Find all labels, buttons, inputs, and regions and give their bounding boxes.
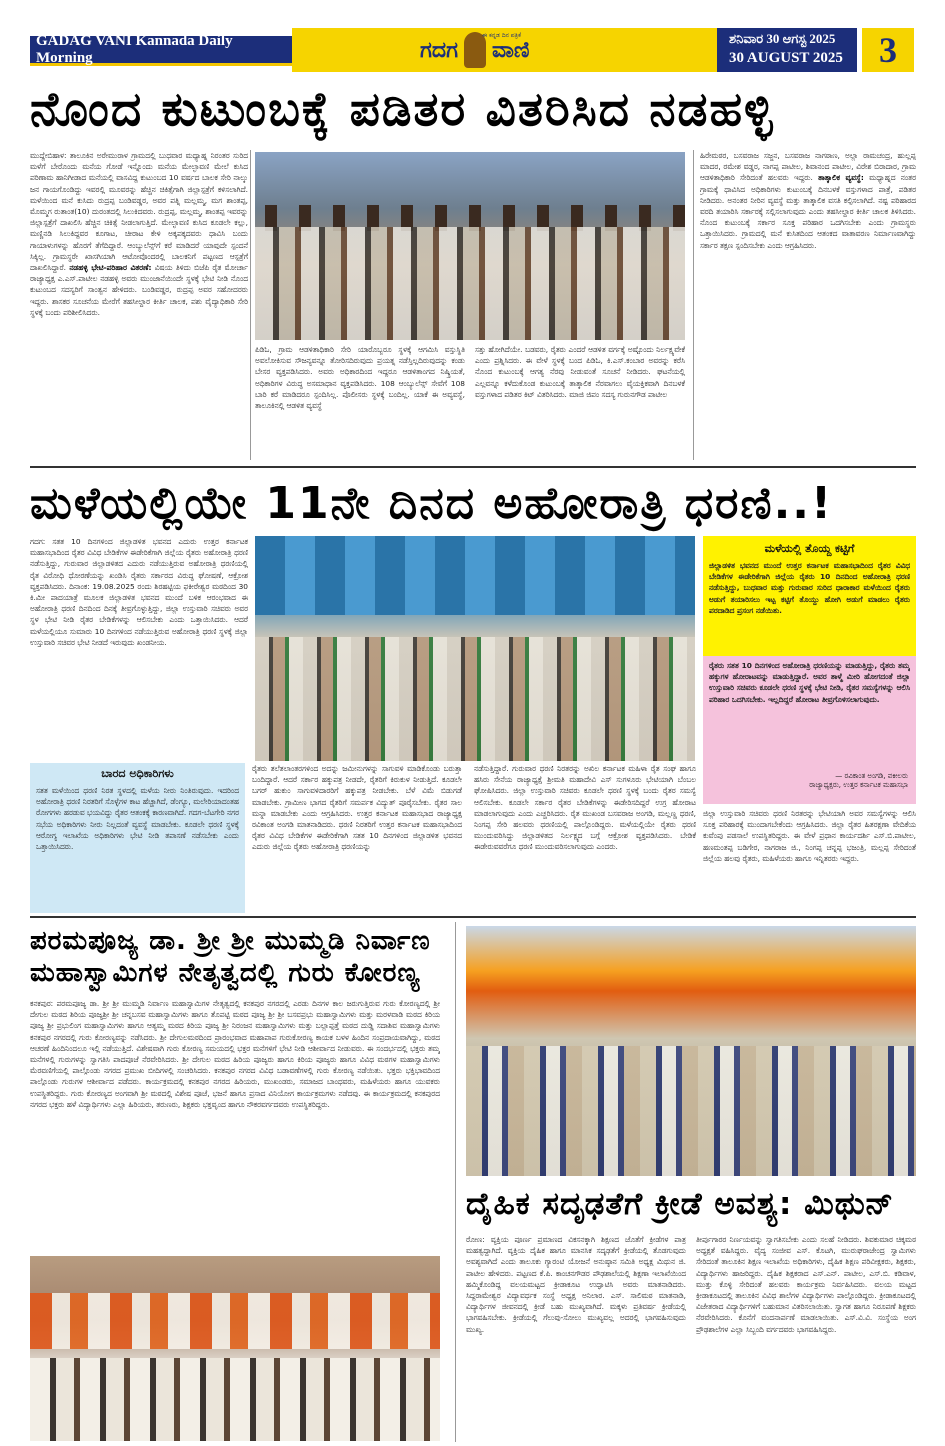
box-yellow-title: ಮಳೆಯಲ್ಲಿ ತೊಯ್ದ ಕಟ್ಟಿಗೆ — [764, 542, 855, 555]
box-officials-absent — [30, 763, 245, 913]
story4-photo — [466, 926, 916, 1176]
story3-body: ಕನಕಪುರ: ಪರಮಪೂಜ್ಯ ಡಾ. ಶ್ರೀ ಶ್ರೀ ಮುಮ್ಮಡಿ ನಿರ್ವಾಣ ಮಹಾಸ್ವಾಮಿಗಳ ನೇತೃತ್ವದಲ್ಲಿ ಕನಕಪುರ ನಗರದಲ್ಲಿ ಎರಡು ದಿನಗಳ ಕಾಲ ಜರುಗುತ್ತಿರುವ ಗುರು ಕೋರಣ್ಯದಲ್ಲಿ ಶ್ರೀ ದೇಗುಲ ಮಠದ ಶಿರಿಯ ಪೂಜ್ಯಶ್ರೀ ಶ್ರೀ ಚನ್ನಬಸವ ಮಹಾಸ್ವಾಮಿಗಳು ಹಾಗೂ ತೊಪಟ್ಟಿ ಮಠದ ಪೂಜ್ಯ ಶ್ರೀ ಶ್ರೀ ಬಸವಪ್ರಭು ಮಹಾಸ್ವಾಮಿಗಳು ಮತ್ತು ಮರಳವಾಡಿ ಮಠದ ಕಿರಿಯ ಪೂಜ್ಯ ಶ್ರೀ ಪ್ರಭುಲಿಂಗ ಮಹಾಸ್ವಾಮಿಗಳು ಹಾಗೂ ಆತ್ಯಮ್ಮ ಮಠದ ಕಿರಿಯ ಪೂಜ್ಯ ಶ್ರೀ ನಿರಂಜನ ಮಹಾಸ್ವಾಮಿಗಳು ಮತ್ತು ಬಲ್ಲಾಪ್ಪತ್ತೆ ಮಠದ ದುಡ್ಡಿ ಸದಾಶಿವ ಮಹಾಸ್ವಾಮಿಗಳು ಕನಕಪುರ ನಗರದಲ್ಲಿ ಗುರು ಕೋರಣ್ಯವನ್ನು ನಡೆಸಿದರು. ಶ್ರೀ ದೇಗುಲಮಠದಿಂದ ಪ್ರಾರಂಭವಾದ ಮಹಾಪಾಪ ಗುರುಕೋರಣ್ಯ ಕಾಯಕ ಬಳಳ ಹಿಂದಿನ ಸಂಪ್ರದಾಯವಾಗಿದ್ದು, ಮಠದ ಆಚರಣೆ ಹಿಂದಿನಿಂದಲೂ ಇಲ್ಲಿ ನಡೆಯುತ್ತಿದೆ. ವಿಶೇಷವಾಗಿ ಗುರು ಕೋರಣ್ಯ ಸಮಯದಲ್ಲಿ ಭಕ್ತರ ಮನೆಗಳಿಗೆ ಭೇಟಿ ನೀಡಿ ಆಶೀರ್ವಾದ ನೀಡುವರು. ಈ ಸಂದರ್ಭದಲ್ಲಿ ಭಕ್ತರು ತಮ್ಮ ಮನೆಗಳಲ್ಲಿ ಗುರುಗಳನ್ನು ಸ್ವಾಗತಿಸಿ ಪಾದಪೂಜೆ ನೆರವೇರಿಸಿದರು. ಶ್ರೀ ದೇಗುಲ ಮಠದ ಹಿರಿಯ ಪೂಜ್ಯರು ಹಾಗೂ ಕಿರಿಯ ಪೂಜ್ಯರು ಹಾಗೂ ವಿವಿಧ ಮಠಗಳ ಮಹಾಸ್ವಾಮಿಗಳು ಮೆರವಣಿಗೆಯಲ್ಲಿ ಪಾಲ್ಗೊಂಡು ನಗರದ ಪ್ರಮುಖ ಬೀದಿಗಳಲ್ಲಿ ಸಂಚರಿಸಿದರು. ಕನಕಪುರ ನಗರದ ವಿವಿಧ ಬಡಾವಣೆಗಳಲ್ಲಿ ಗುರು ಕೋರಣ್ಯ ನಡೆಯಿತು. ಭಕ್ತರು ಭಕ್ತಿಭಾವದಿಂದ ಪಾಲ್ಗೊಂಡು ಗುರುಗಳ ಆಶೀರ್ವಾದ ಪಡೆದರು. ಕಾರ್ಯಕ್ರಮದಲ್ಲಿ ಕನಕಪುರ ನಗರದ ಹಿರಿಯರು, ಮುಖಂಡರು, ಸಮಾಜದ ಬಾಂಧವರು, ಮಹಿಳೆಯರು ಹಾಗೂ ಯುವಕರು ಉಪಸ್ಥಿತರಿದ್ದರು. ಗುರು ಕೋರಣ್ಯದ ಅಂಗವಾಗಿ ಶ್ರೀ ಮಠದಲ್ಲಿ ವಿಶೇಷ ಪೂಜೆ, ಭಜನೆ ಹಾಗೂ ಪ್ರಸಾದ ವಿನಿಯೋಗ ಕಾರ್ಯಕ್ರಮಗಳು ನಡೆದವು. ಈ ಕಾರ್ಯಕ್ರಮದಲ್ಲಿ ಕನಕಪುರದ ನಗರದ ಭಕ್ತರು ಹಳೆ ವಿದ್ಯಾರ್ಥಿಗಳು ಎಲ್ಲಾ ಹಿರಿಯರು, ತರುಣರು, ಶಿಕ್ಷಕರು ಭಕ್ತವೃಂದ ಹಾಗೂ ನೌಕರವರ್ಗದವರು ಉಪಸ್ಥಿತರಿದ್ದರು. — [30, 999, 440, 1109]
story1-subhead: ನಡಹಳ್ಳಿ ಭೇಟಿ-ಪರಿಹಾರ ವಿತರಣೆ: — [69, 263, 152, 273]
paper-name: GADAG VANI Kannada Daily Morning — [36, 32, 233, 66]
logo-text-gadag: ಗದಗ — [420, 37, 459, 63]
paper-name-bar — [30, 32, 292, 66]
story4-headline: ದೈಹಿಕ ಸದೃಢತೆಗೆ ಕ್ರೀಡೆ ಅವಶ್ಯ: ಮಿಥುನ್ — [466, 1186, 894, 1222]
date-english: 30 AUGUST 2025 — [729, 50, 843, 66]
box-pink-text: ರೈತರು ಸತತ 10 ದಿನಗಳಿಂದ ಅಹೋರಾತ್ರಿ ಧರಣಿಯನ್ನು ಮಾಡುತ್ತಿದ್ದು, ರೈತರು ತಮ್ಮ ಹಕ್ಕುಗಳ ಹೋರಾಟವನ್ನು ಮಾಡುತ್ತಿದ್ದಾರೆ. ಅವರ ತಾಳ್ಮೆ ಮೀರಿ ಹೋಗದಂತೆ ಜಿಲ್ಲಾ ಉಸ್ತುವಾರಿ ಸಚಿವರು ಕೂಡಲೇ ಧರಣಿ ಸ್ಥಳಕ್ಕೆ ಭೇಟಿ ನೀಡಿ, ರೈತರ ಸಮಸ್ಯೆಗಳನ್ನು ಆಲಿಸಿ ಪರಿಹಾರ ಒದಗಿಸಬೇಕು. ಇಲ್ಲದಿದ್ದರೆ ಹೋರಾಟ ತೀವ್ರಗೊಳಿಸಲಾಗುವುದು. — [709, 661, 910, 704]
page-number: 3 — [862, 28, 914, 72]
story2-photo — [255, 536, 695, 761]
story1-headline: ನೊಂದ ಕುಟುಂಬಕ್ಕೆ ಪಡಿತರ ವಿತರಿಸಿದ ನಡಹಳ್ಳಿ — [30, 82, 775, 137]
date-box — [717, 28, 857, 72]
story2-col4: ಜಿಲ್ಲಾ ಉಸ್ತುವಾರಿ ಸಚಿವರು ಧರಣಿ ನಿರತರನ್ನು ಭೇಟಿಯಾಗಿ ಅವರ ಸಮಸ್ಯೆಗಳನ್ನು ಆಲಿಸಿ ಸೂಕ್ತ ಪರಿಹಾರಕ್ಕೆ ಮುಂದಾಗಬೇಕೆಂದು ಆಗ್ರಹಿಸಿದರು. ಜಿಲ್ಲಾ ರೈತರ ಹಿತರಕ್ಷಣಾ ವೇದಿಕೆಯ ಕುವೆಂಪು ಪಡಸಾಲೆ ಉಪಸ್ಥಿತರಿದ್ದರು. ಈ ವೇಳೆ ಪ್ರಧಾನ ಕಾರ್ಯದರ್ಶಿ ಎಸ್.ಬಿ.ಪಾಟೀಲ, ಹಣಮಂತಪ್ಪ ಬಡಿಗೇರ, ನಾಗರಾಜ ಜಿ., ನಿಂಗಪ್ಪ ಚನ್ನಪ್ಪ ಭಜಂತ್ರಿ, ಮಲ್ಲಪ್ಪ ಸೇರಿದಂತೆ ಜಿಲ್ಲೆಯ ಹಲವು ರೈತರು, ಮಹಿಳೆಯರು ಹಾಗೂ ಇನ್ನಿತರರು ಇದ್ದರು. — [703, 809, 916, 863]
story3-headline-line1: ಪರಮಪೂಜ್ಯ ಡಾ. ಶ್ರೀ ಶ್ರೀ ಮುಮ್ಮಡಿ ನಿರ್ವಾಣ — [30, 926, 431, 956]
story1-col4-subhead: ತಾತ್ಕಾಲಿಕ ವ್ಯವಸ್ಥೆ: — [818, 173, 864, 183]
newspaper-logo — [420, 30, 570, 70]
box-blue-text: ಸತತ ಮಳೆಯಿಂದ ಧರಣಿ ನಿರತ ಸ್ಥಳದಲ್ಲಿ ಮಳೆಯ ನೀರು ನಿಂತಿರುವುದು. ಇದರಿಂದ ಅಹೋರಾತ್ರಿ ಧರಣಿ ನಿರತರಿಗೆ ಸೊಳ್ಳೆಗಳ ಕಾಟ ಹೆಚ್ಚಾಗಿದೆ, ಡೆಂಗ್ಯೂ, ಮಲೇರಿಯಾದಂತಹ ರೋಗಗಳು ಹರಡುವ ಭಯವಿದ್ದು ರೈತರ ಆತಂಕಕ್ಕೆ ಕಾರಣವಾಗಿದೆ. ಗದಗ-ಬೆಟಗೇರಿ ನಗರ ಸಭೆಯ ಅಧಿಕಾರಿಗಳು ನೀರು ನಿಲ್ಲದಂತೆ ವ್ಯವಸ್ಥೆ ಮಾಡಬೇಕು. ಕೂಡಲೇ ಧರಣಿ ಸ್ಥಳಕ್ಕೆ ಆರೋಗ್ಯ ಇಲಾಖೆಯ ಅಧಿಕಾರಿಗಳು ಭೇಟಿ ನೀಡಿ ತಪಾಸಣೆ ನಡೆಸಬೇಕು ಎಂದು ಒತ್ತಾಯಿಸಿದರು. — [36, 786, 239, 852]
story1-photo — [255, 152, 685, 340]
quote-signature: — ರವಿಕಾಂತ ಅಂಗಡಿ, ವಕೀಲರು — [835, 772, 908, 780]
story1-col4-text: ಹಿರೇಮಠರ, ಬಸವರಾಜ ಸಜ್ಜನ, ಬಸವರಾಜ ನಾಗಠಾಣ, ಅಲ್ಲಾ ರಾಮಚಂದ್ರ, ಹುಲ್ಲಪ್ಪ ಮಾದರ, ರಮೇಶ ವಡ್ಡರ, ನಾಗಪ್ಪ ಪಾಟೀಲ, ಶಿವಾನಂದ ಪಾಟೀಲ, ವಿರೇಶ ಬಿರಾದಾರ, ಗ್ರಾಮ ಆಡಳಿತಾಧಿಕಾರಿ ಸೇರಿದಂತೆ ಹಲವರು ಇದ್ದರು. — [700, 151, 916, 183]
story1-col2: ಪಿಡಿಓ, ಗ್ರಾಮ ಆಡಳಿತಾಧಿಕಾರಿ ಸೇರಿ ಯಾರೊಬ್ಬರೂ ಸ್ಥಳಕ್ಕೆ ಆಗಮಿಸಿ ವಸ್ತುಸ್ಥಿತಿ ಅವಲೋಕಿಸುವ ಸೌಜನ್ಯವನ್ನೂ ತೋರಿಸದಿರುವುದು ಪ್ರಯತ್ನ ನಡೆಸ್ತಿಲ್ಲದಿರುವುದನ್ನು ಕಂಡು ಬೇಸರ ವ್ಯಕ್ತಪಡಿಸಿದರು. ಅವರು ಅಧಿಕಾರದಿಂದ ಇದ್ದರೂ ಆಡಳಿತಾಂಗದ ನಿಷ್ಕ್ರಿಯತೆ, ಅಧಿಕಾರಿಗಳ ವಿರುದ್ಧ ಅಸಮಾಧಾನ ವ್ಯಕ್ತಪಡಿಸಿದರು. 108 ಆಂಬ್ಯುಲೆನ್ಸ್ ಸೇವೆಗೆ 108 ಬಾರಿ ಕರೆ ಮಾಡಿದರೂ ಸ್ಪಂದಿಸಿಲ್ಲ. ಪೊಲೀಸರು ಸ್ಥಳಕ್ಕೆ ಬಂದಿಲ್ಲ. ಯಾಕೆ ಈ ಅವ್ಯವಸ್ಥೆ, ತಾಲೂಕಿನಲ್ಲಿ ಆಡಳಿತ ವ್ಯವಸ್ಥೆ — [255, 345, 465, 411]
story3-photo — [30, 1256, 440, 1441]
section-divider — [30, 916, 916, 918]
logo-text-vani: ವಾಣಿ — [492, 37, 530, 63]
date-kannada: ಶನಿವಾರ 30 ಆಗಸ್ಟ 2025 — [729, 31, 836, 46]
logo-tagline: ಈ ಕನ್ನಡ ದಿನ ಪತ್ರಿಕೆ — [482, 32, 522, 39]
quote-designation: ರಾಜ್ಯಾಧ್ಯಕ್ಷರು, ಉತ್ತರ ಕರ್ನಾಟಕ ಮಹಾಸಭಾ — [809, 781, 908, 789]
story1-col1 — [30, 150, 248, 458]
story1-col4 — [700, 150, 916, 458]
story3-headline-line2: ಮಹಾಸ್ವಾಮಿಗಳ ನೇತೃತ್ವದಲ್ಲಿ ಗುರು ಕೋರಣ್ಯ — [30, 958, 421, 988]
story2-headline: ಮಳೆಯಲ್ಲಿಯೇ 11ನೇ ದಿನದ ಅಹೋರಾತ್ರಿ ಧರಣಿ..! — [30, 478, 834, 529]
story2-col3: ನಡೆಸುತ್ತಿದ್ದಾರೆ. ಗುರುವಾರ ಧರಣಿ ನಿರತರನ್ನು ಅಖಿಲ ಕರ್ನಾಟಕ ಮಹಿಳಾ ರೈತ ಸಂಘ ಹಾಗೂ ಹಸಿರು ಸೇನೆಯ ರಾಜ್ಯಾಧ್ಯಕ್ಷೆ ಶ್ರೀಮತಿ ಮಹಾದೇವಿ ಎಸ್ ಸುಗಳೂರು ಭೇಟಿಯಾಗಿ ಬೆಂಬಲ ಘೋಷಿಸಿದರು. ಜಿಲ್ಲಾ ಉಸ್ತುವಾರಿ ಸಚಿವರು ಕೂಡಲೇ ಧರಣಿ ಸ್ಥಳಕ್ಕೆ ಬಂದು ರೈತರ ಸಮಸ್ಯೆ ಆಲಿಸಬೇಕು. ಕೂಡಲೇ ಸರ್ಕಾರ ರೈತರ ಬೇಡಿಕೆಗಳನ್ನು ಈಡೇರಿಸದಿದ್ದರೆ ಉಗ್ರ ಹೋರಾಟ ಮಾಡಲಾಗುವುದು ಎಂದು ಎಚ್ಚರಿಸಿದರು. ರೈತ ಮುಖಂಡ ಬಸವರಾಜ ಅಂಗಡಿ, ಮಲ್ಲಣ್ಣ ಧರಣಿ, ನಿಂಗಪ್ಪ ಸೇರಿ ಹಲವರು ಧರಣಿಯಲ್ಲಿ ಪಾಲ್ಗೊಂಡಿದ್ದರು. ಮಳೆಯಲ್ಲಿಯೇ ರೈತರು ಧರಣಿ ಮುಂದುವರಿಸಿದ್ದು ಜಿಲ್ಲಾಡಳಿತದ ನಿರ್ಲಕ್ಷ್ಯದ ಬಗ್ಗೆ ಆಕ್ರೋಶ ವ್ಯಕ್ತಪಡಿಸಿದರು. ಬೇಡಿಕೆ ಈಡೇರುವವರೆಗೂ ಧರಣಿ ಮುಂದುವರಿಸಲಾಗುವುದು ಎಂದರು. — [474, 764, 696, 852]
divider — [693, 150, 694, 460]
divider — [455, 922, 456, 1442]
box-yellow-text: ಜಿಲ್ಲಾಡಳಿತ ಭವನದ ಮುಂದೆ ಉತ್ತರ ಕರ್ನಾಟಕ ಮಹಾಸಭಾದಿಂದ ರೈತರ ವಿವಿಧ ಬೇಡಿಕೆಗಳ ಈಡೇರಿಕೆಗಾಗಿ ಜಿಲ್ಲೆಯ ರೈತರು 10 ದಿನದಿಂದ ಅಹೋರಾತ್ರಿ ಧರಣಿ ನಡೆಸುತ್ತಿದ್ದು, ಬುಧವಾರ ಮತ್ತು ಗುರುವಾರ ಸುರಿದ ಧಾರಾಕಾರ ಮಳೆಯಿಂದ ರೈತರು ಅಡುಗೆ ತಯಾರಿಸಲು ಇಟ್ಟ ಕಟ್ಟಿಗೆ ತೊಯ್ದು ಹೋಗಿ ಅಡುಗೆ ಮಾಡಲು ರೈತರು ಪರದಾಡಿದ ಪ್ರಸಂಗ ನಡೆಯಿತು. — [709, 561, 910, 615]
box-wet-firewood — [703, 536, 916, 656]
box-blue-title: ಬಾರದ ಅಧಿಕಾರಿಗಳು — [101, 767, 174, 780]
story4-col2: ತೀರ್ಪುಗಾರರ ನಿರ್ಣಯವನ್ನು ಸ್ವಾಗತಿಸಬೇಕು ಎಂದು ಸಲಹೆ ನೀಡಿದರು. ಶಿವಕುಮಾರ ಚಿಕ್ಕಮಠ ಅಧ್ಯಕ್ಷತೆ ವಹಿಸಿದ್ದರು. ವೈದ್ಯ ಸಂಜೀವ ಎಸ್. ಕೊಟಗಿ, ಮುರುಘರಾಜೇಂದ್ರ ಸ್ವಾಮಿಗಳು ಸೇರಿದಂತೆ ತಾಲೂಕಿನ ಶಿಕ್ಷಣ ಇಲಾಖೆಯ ಅಧಿಕಾರಿಗಳು, ದೈಹಿಕ ಶಿಕ್ಷಣ ಪರಿವೀಕ್ಷಕರು, ಶಿಕ್ಷಕರು, ವಿದ್ಯಾರ್ಥಿಗಳು ಹಾಜರಿದ್ದರು. ದೈಹಿಕ ಶಿಕ್ಷಕರಾದ ಎಸ್.ಎನ್. ಪಾಟೀಲ, ಎಸ್.ಬಿ. ಕಡಿವಾಳ, ಮುತ್ತು ಕೊಳ್ಳಿ ಸೇರಿದಂತೆ ಹಲವರು ಕಾರ್ಯಕ್ರಮ ನಿರ್ವಹಿಸಿದರು. ವಲಯ ಮಟ್ಟದ ಕ್ರೀಡಾಕೂಟದಲ್ಲಿ ತಾಲೂಕಿನ ವಿವಿಧ ಶಾಲೆಗಳ ವಿದ್ಯಾರ್ಥಿಗಳು ಪಾಲ್ಗೊಂಡಿದ್ದರು. ಕ್ರೀಡಾಕೂಟದಲ್ಲಿ ವಿಜೇತರಾದ ವಿದ್ಯಾರ್ಥಿಗಳಿಗೆ ಬಹುಮಾನ ವಿತರಿಸಲಾಯಿತು. ಸ್ವಾಗತ ಹಾಗೂ ನಿರೂಪಣೆ ಶಿಕ್ಷಕರು ನೆರವೇರಿಸಿದರು. ಕೊನೆಗೆ ವಂದನಾರ್ಪಣೆ ಮಾಡಲಾಯಿತು. ಎಸ್.ವಿ.ವಿ. ಸಂಸ್ಥೆಯ ಅಂಗ ಪ್ರೌಢಶಾಲೆಗಳ ಎಲ್ಲಾ ಸಿಬ್ಬಂದಿ ವರ್ಗದವರು ಭಾಗವಹಿಸಿದ್ದರು. — [696, 1235, 916, 1334]
story2-col1: ಗದಗ: ಸತತ 10 ದಿನಗಳಿಂದ ಜಿಲ್ಲಾಡಳಿತ ಭವನದ ಎದುರು ಉತ್ತರ ಕರ್ನಾಟಕ ಮಹಾಸಭಾದಿಂದ ರೈತರ ವಿವಿಧ ಬೇಡಿಕೆಗಳ ಈಡೇರಿಕೆಗಾಗಿ ಜಿಲ್ಲೆಯ ರೈತರು ಅಹೋರಾತ್ರಿ ಧರಣಿ ನಡೆಸುತ್ತಿದ್ದು, ಗುರುವಾರ ಜಿಲ್ಲಾಡಳಿತದ ಎದುರು ನಡೆಯುತ್ತಿರುವ ಅಹೋರಾತ್ರಿ ಧರಣಿಯಲ್ಲಿ ರೈತ ವಿರೋಧಿ ಧೋರಣೆಯನ್ನು ಖಂಡಿಸಿ ರೈತರು ಸರ್ಕಾರದ ವಿರುದ್ಧ ಘೋಷಣೆ, ಆಕ್ರೋಶ ವ್ಯಕ್ತಪಡಿಸಿದರು. ದಿನಾಂಕ: 19.08.2025 ರಂದು ಶಿರಹಟ್ಟಿಯ ಫಕೀರೇಶ್ವರ ಮಠದಿಂದ 30 ಕಿ.ಮೀ ಪಾದಯಾತ್ರೆ ಮೂಲಕ ಜಿಲ್ಲಾಡಳಿತ ಭವನದ ಮುಂದೆ ಬಳಿಕ ಆರಂಭವಾದ ಈ ಅಹೋರಾತ್ರಿ ಧರಣಿ ದಿನದಿಂದ ದಿನಕ್ಕೆ ತೀವ್ರಗೊಳ್ಳುತ್ತಿದ್ದು, ಜಿಲ್ಲಾ ಉಸ್ತುವಾರಿ ಸಚಿವರು ಅವರ ಸ್ಥಳ ಭೇಟಿ ನೀಡಿ ರೈತರ ಬೇಡಿಕೆಗಳನ್ನು ಆಲಿಸಬೇಕು ಎಂದು ಒತ್ತಾಯಿಸಿದರು. ಆದರೆ ಮಳೆಯಲ್ಲಿಯೂ ಸುಮಾರು 10 ದಿನಗಳಿಂದ ನಡೆಯುತ್ತಿರುವ ಅಹೋರಾತ್ರಿ ಧರಣಿ ಸ್ಥಳಕ್ಕೆ ಜಿಲ್ಲಾ ಉಸ್ತುವಾರಿ ಸಚಿವರ ಭೇಟಿ ನೀಡದೆ ಇರುವುದು ಖಂಡನೀಯ. — [30, 537, 248, 647]
story1-col1b-text: ವಿಷಯ ತಿಳಿದು ಬಿಜೆಪಿ ರೈತ ಮೋರ್ಚಾ ರಾಜ್ಯಾಧ್ಯಕ್ಷ ಎ.ಎಸ್.ಪಾಟೀಲ ನಡಹಳ್ಳಿ ಅವರು ಮುಂಜಾನೆಯಿಂದೇ ಸ್ಥಳಕ್ಕೆ ಭೇಟಿ ನೀಡಿ ನೊಂದ ಕುಟುಂಬದ ಸದಸ್ಯರಿಗೆ ಸಾಂತ್ವನ ಹೇಳಿದರು. ಬಂಡಿವಡ್ಡರ, ರುದ್ರಪ್ಪ ಅವರ ಸಹೋದರರು ಇದ್ದರು. ಶಾಸಕರ ಸೂಚನೆಯ ಮೇರೆಗೆ ತಹಸೀಲ್ದಾರ ಕೀರ್ತಿ ಚಾಲಕ, ಪಶು ವೈದ್ಯಾಧಿಕಾರಿ ಸೇರಿ ಸ್ಥಳಕ್ಕೆ ಬಂದು ಪರಿಶೀಲಿಸಿದರು. — [30, 263, 248, 317]
story2-col2: ರೈತರು ತಲೆತಲಾಂತರಗಳಿಂದ ಅದನ್ನು ಜಮೀನುಗಳನ್ನು ಸಾಗುವಳಿ ಮಾಡಿಕೊಂಡು ಬರುತ್ತಾ ಬಂದಿದ್ದಾರೆ. ಆದರೆ ಸರ್ಕಾರ ಹಕ್ಕುಪತ್ರ ನೀಡದೇ, ರೈತರಿಗೆ ಕಿರುಕುಳ ನೀಡುತ್ತಿದೆ. ಕೂಡಲೇ ಬಗರ್ ಹುಕುಂ ಸಾಗುವಳಿದಾರರಿಗೆ ಹಕ್ಕುಪತ್ರ ನೀಡಬೇಕು. ಬೆಳೆ ವಿಮೆ ಬಿಡುಗಡೆ ಮಾಡಬೇಕು. ಗ್ರಾಮೀಣ ಭಾಗದ ರೈತರಿಗೆ ಸಮರ್ಪಕ ವಿದ್ಯುತ್ ಪೂರೈಸಬೇಕು. ರೈತರ ಸಾಲ ಮನ್ನಾ ಮಾಡಬೇಕು ಎಂದು ಆಗ್ರಹಿಸಿದರು. ಉತ್ತರ ಕರ್ನಾಟಕ ಮಹಾಸಭಾದ ರಾಜ್ಯಾಧ್ಯಕ್ಷ ರವಿಕಾಂತ ಅಂಗಡಿ ಮಾತನಾಡಿದರು. ಧರಣಿ ನಿರತರಿಗೆ ಉತ್ತರ ಕರ್ನಾಟಕ ಮಹಾಸಭಾದಿಂದ ರೈತರ ವಿವಿಧ ಬೇಡಿಕೆಗಳ ಈಡೇರಿಕೆಗಾಗಿ ಸತತ 10 ದಿನಗಳಿಂದ ಜಿಲ್ಲಾಡಳಿತ ಭವನದ ಎದುರು ಜಿಲ್ಲೆಯ ರೈತರು ಅಹೋರಾತ್ರಿ ಧರಣಿಯನ್ನು — [252, 764, 462, 852]
story1-col1-text: ಮುದ್ದೇಬಿಹಾಳ: ತಾಲೂಕಿನ ಅರೇಮುರಾಳ ಗ್ರಾಮದಲ್ಲಿ ಬುಧವಾರ ಮಧ್ಯಾಹ್ನ ನಿರಂತರ ಸುರಿದ ಮಳೆಗೆ ಬೇರೊಂದು ಮನೆಯ ಗೋಡೆ ಇನ್ನೊಂದು ಮನೆಯ ಮೇಲ್ಛಾವಣಿ ಮೇಲೆ ಕುಸಿದ ಪರಿಣಾಮ ಹಾನಿಗೀಡಾದ ಮನೆಯಲ್ಲಿ ವಾಸವಿದ್ದ ಕುಟುಂಬದ 10 ವರ್ಷದ ಬಾಲಕ ಸೇರಿ ನಾಲ್ಕು ಜನ ಗಾಯಗೊಂಡಿದ್ದು ಇವರಲ್ಲಿ ಮೂವರನ್ನು ಹೆಚ್ಚಿನ ಚಿಕಿತ್ಸೆಗಾಗಿ ಜಿಲ್ಲಾಸ್ಪತ್ರೆಗೆ ಕಳಿಸಲಾಗಿದೆ. ಮಳೆಯಿಂದ ಮನೆ ಕುಸಿದು ರುದ್ರಪ್ಪ ಬಂಡಿವಡ್ಡರ, ಅವರ ಪತ್ನಿ ಮಲ್ಲಮ್ಮ, ಮಗ ಶಾಂತಪ್ಪ, ಮೊಮ್ಮಗ ರುತಾಂತ(10) ದುರಂತದಲ್ಲಿ ಸಿಲುಕಿದವರು. ರುದ್ರಪ್ಪ, ಮಲ್ಲಮ್ಮ, ಶಾಂತಪ್ಪ ಇವರನ್ನು ಜಿಲ್ಲಾಸ್ಪತ್ರೆಗೆ ದಾಖಲಿಸಿ ಹೆಚ್ಚಿನ ಚಿಕಿತ್ಸೆ ನೀಡಲಾಗುತ್ತಿದೆ. ಮೇಲ್ಛಾವಣಿ ಕುಸಿದ ಕೂಡಲೇ ಕಲ್ಲು, ಮಣ್ಣಿನಡಿ ಸಿಲುಕಿದ್ದವರ ಕೂಗಾಟ, ಚೀರಾಟ ಕೇಳಿ ಅಕ್ಕಪಕ್ಕದವರು ಧಾವಿಸಿ ಬಂದು ಗಾಯಾಳುಗಳನ್ನು ಹೊರಗೆ ತೆಗೆದಿದ್ದಾರೆ. ಆಂಬ್ಯುಲೆನ್ಸ್‌ಗೆ ಕರೆ ಮಾಡಿದರೆ ಯಾವುದೇ ಸ್ಪಂದನೆ ಸಿಕ್ಕಿಲ್ಲ. ಗ್ರಾಮಸ್ಥರೇ ಖಾಸಗಿಯಾಗಿ ಆಟೋವೊಂದರಲ್ಲಿ ಬಾಲಕನಿಗೆ ಪಟ್ಟಣದ ಆಸ್ಪತ್ರೆಗೆ ದಾಖಲಿಸಿದ್ದಾರೆ. — [30, 151, 248, 273]
box-quote — [703, 656, 916, 804]
story1-col3: ಸತ್ತು ಹೋಗಿದೆಯೇ. ಬಡವರು, ರೈತರು ಎಂದರೆ ಆಡಳಿತ ವರ್ಗಕ್ಕೆ ಅಷ್ಟೊಂದು ನಿರ್ಲಕ್ಷ್ಯವೇಕೆ ಎಂದು ಪ್ರಶ್ನಿಸಿದರು. ಈ ವೇಳೆ ಸ್ಥಳಕ್ಕೆ ಬಂದ ಪಿಡಿಓ, ಕಿ.ಎಸ್.ಕಂಬಾರ ಅವರನ್ನು ಕರೆಸಿ ನೊಂದ ಕುಟುಂಬಕ್ಕೆ ಆಗತ್ಯ ನೆರವು ನೀಡುವಂತೆ ಸೂಚನೆ ನೀಡಿದರು. ಘಟನೆಯಲ್ಲಿ ಎಲ್ಲವನ್ನೂ ಕಳೆದುಕೊಂಡ ಕುಟುಂಬಕ್ಕೆ ತಾತ್ಕಾಲಿಕ ನೆರವಾಗಲು ವೈಯಕ್ತಿಕವಾಗಿ ದಿನಬಳಕೆ ವಸ್ತುಗಳಾದ ಪಡಿತರ ಕಿಟ್ ವಿತರಿಸಿದರು. ಮಾಜಿ ಜಿಪಂ ಸದಸ್ಯ ಗುರುನಗೌಡ ಪಾಟೀಲ — [475, 345, 685, 399]
story1-col4b-text: ಮಧ್ಯಾಹ್ನದ ನಂತರ ಗ್ರಾಮಕ್ಕೆ ಧಾವಿಸಿದ ಅಧಿಕಾರಿಗಳು ಕುಟುಂಬಕ್ಕೆ ದಿನಬಳಕೆ ವಸ್ತುಗಳಾದ ಪಾತ್ರೆ, ಪಡಿತರ ನೀಡಿದರು. ಅನಂತರ ನೀರಿನ ವ್ಯವಸ್ಥೆ ಮತ್ತು ತಾತ್ಕಾಲಿಕ ವಸತಿ ಕಲ್ಪಿಸಲಾಗಿದೆ. ನಷ್ಟ ಪರಿಹಾರದ ವರದಿ ತಯಾರಿಸಿ ಸರ್ಕಾರಕ್ಕೆ ಸಲ್ಲಿಸಲಾಗುವುದು ಎಂದು ತಹಸೀಲ್ದಾರ ಕೀರ್ತಿ ಚಾಲಕ ತಿಳಿಸಿದರು. ನೊಂದ ಕುಟುಂಬಕ್ಕೆ ಸರ್ಕಾರ ಸೂಕ್ತ ಪರಿಹಾರ ಒದಗಿಸಬೇಕು ಎಂದು ಗ್ರಾಮಸ್ಥರು ಒತ್ತಾಯಿಸಿದರು. ಗ್ರಾಮದಲ್ಲಿ ಮನೆ ಕುಸಿತದಿಂದ ಆತಂಕದ ವಾತಾವರಣ ನಿರ್ಮಾಣವಾಗಿದ್ದು ಸರ್ಕಾರ ತಕ್ಷಣ ಸ್ಪಂದಿಸಬೇಕು ಎಂದು ಆಗ್ರಹಿಸಿದರು. — [700, 173, 916, 250]
section-divider — [30, 466, 916, 468]
divider — [250, 150, 251, 460]
story4-col1: ರೋಣ: ವ್ಯಕ್ತಿಯ ಪೂರ್ಣ ಪ್ರಮಾಣದ ವಿಕಸನಕ್ಕಾಗಿ ಶಿಕ್ಷಣದ ಜೊತೆಗೆ ಕ್ರೀಡೆಗಳ ಪಾತ್ರ ಮಹತ್ವದ್ದಾಗಿದೆ. ವ್ಯಕ್ತಿಯ ದೈಹಿಕ ಹಾಗೂ ಮಾನಸಿಕ ಸದೃಢತೆಗೆ ಕ್ರೀಡೆಯಲ್ಲಿ ತೊಡಗುವುದು ಅವಶ್ಯವಾಗಿದೆ ಎಂದು ತಾಲೂಕು ಗ್ಯಾರಂಟಿ ಯೋಜನೆ ಅನುಷ್ಠಾನ ಸಮಿತಿ ಅಧ್ಯಕ್ಷ ಮಿಥುನ ಜಿ. ಪಾಟೀಲ ಹೇಳಿದರು. ಪಟ್ಟಣದ ಕೆ.ಪಿ. ಕಾಂಚನಗೌಡರ ಪೌಢಶಾಲೆಯಲ್ಲಿ ಶಿಕ್ಷಣಾ ಇಲಾಖೆಯಿಂದ ಹಮ್ಮಿಕೊಂಡಿದ್ದ ವಲಯಮಟ್ಟದ ಕ್ರೀಡಾಕೂಟ ಉದ್ಘಾಟಿಸಿ ಅವರು ಮಾತನಾಡಿದರು. ಸಿದ್ದರಾಮೇಶ್ವರ ವಿದ್ಯಾವರ್ಧಕ ಸಂಸ್ಥೆ ಅಧ್ಯಕ್ಷ ಅನಿಲಾರ. ಎಸ್. ಸಾಲಿಮಠ ಮಾತನಾಡಿ, ವಿದ್ಯಾರ್ಥಿಗಳ ಜೀವನದಲ್ಲಿ ಕ್ರೀಡೆ ಬಹು ಮುಖ್ಯವಾಗಿದೆ. ಮಕ್ಕಳು ಪ್ರತಿವರ್ಷ ಕ್ರೀಡೆಯಲ್ಲಿ ಭಾಗವಹಿಸಬೇಕು. ಕ್ರೀಡೆಯಲ್ಲಿ ಗೆಲುವು-ಸೋಲು ಮುಖ್ಯವಲ್ಲ ಅದರಲ್ಲಿ ಭಾಗವಹಿಸುವುದು ಮುಖ್ಯ. — [466, 1235, 686, 1334]
